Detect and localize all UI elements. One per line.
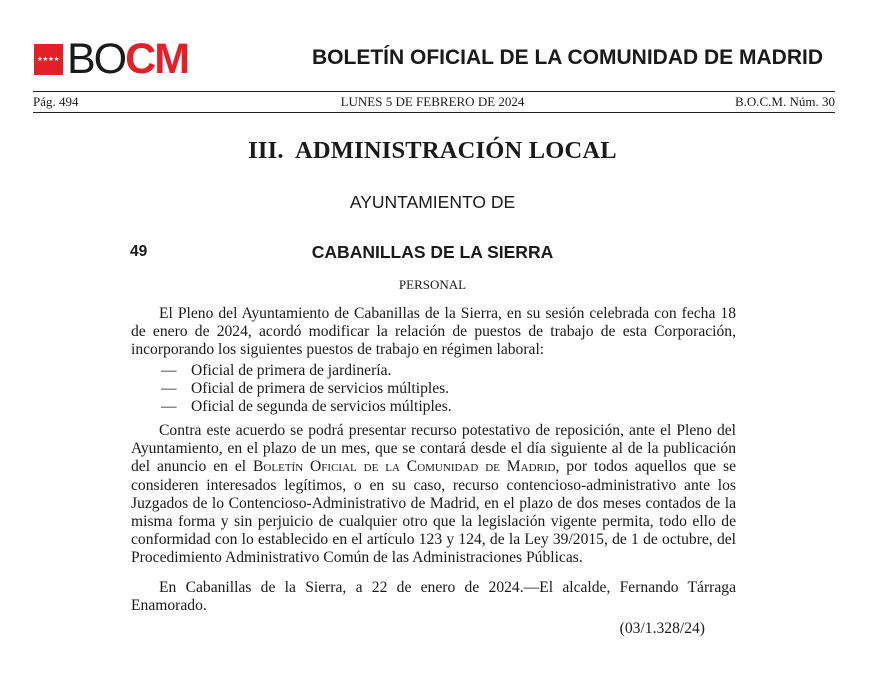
bocm-logo-emblem	[34, 44, 63, 75]
list-dash: —	[161, 380, 177, 398]
paragraph-text-end: , por todos aquellos que se consideren interesados legítimos, o en su caso, recurso contencioso-administrativo ante los Juzgados de lo Contencioso-Administrativo de Madrid, en el plazo de dos meses contados de la misma forma y sin perjuicio de cualquier otro que la legislación vigente permita, todo ello de conformidad con lo establecido en el artículo 123 y 124, de la Ley 39/2015, de 1 de octubre, del Procedimiento Administrativo Común de las Administraciones Públicas.	[131, 458, 736, 567]
header-rule-bottom	[33, 112, 835, 113]
logo-bo-text: BO	[67, 35, 126, 83]
publication-name-smallcaps: Boletín Oficial de la Comunidad de Madrid	[253, 458, 556, 476]
bocm-logo	[67, 35, 188, 83]
body-paragraph-1	[131, 305, 736, 360]
body-paragraph-2	[131, 422, 736, 568]
logo-cm-text: CM	[125, 35, 189, 83]
page-number: Pág. 494	[33, 94, 79, 109]
municipality-title: CABANILLAS DE LA SIERRA	[311, 242, 554, 262]
list-item	[161, 398, 452, 416]
publication-title: BOLETÍN OFICIAL DE LA COMUNIDAD DE MADRID	[312, 46, 823, 69]
reference-code: (03/1.328/24)	[619, 620, 705, 637]
paragraph-text	[131, 422, 736, 568]
list-item-text: Oficial de primera de jardinería.	[191, 362, 392, 379]
signature-text: En Cabanillas de la Sierra, a 22 de enero de 2024.—El alcalde, Fernando Tárraga Enamorado.	[131, 579, 736, 615]
list-item-text: Oficial de segunda de servicios múltiples.	[191, 398, 452, 416]
header-rule-top	[33, 91, 835, 92]
stars-icon: ★★★★	[37, 55, 60, 63]
list-item-text: Oficial de primera de servicios múltiples.	[191, 380, 450, 398]
issue-date: LUNES 5 DE FEBRERO DE 2024	[340, 94, 525, 109]
paragraph-text: El Pleno del Ayuntamiento de Cabanillas de la Sierra, en su sesión celebrada con fecha 18 de enero de 2024, acordó modificar la relación de puestos de trabajo de esta Corporación, incorporando los siguientes puestos de trabajo en régimen laboral:	[131, 305, 736, 359]
issue-number: B.O.C.M. Núm. 30	[734, 94, 835, 109]
subsection-title: PERSONAL	[398, 277, 467, 292]
list-item	[161, 380, 452, 398]
announcement-number: 49	[130, 243, 148, 260]
section-title: III. ADMINISTRACIÓN LOCAL	[248, 137, 617, 164]
list-dash: —	[161, 362, 177, 379]
list-dash: —	[161, 398, 177, 416]
list-item	[161, 362, 452, 380]
positions-list	[161, 362, 452, 417]
body-paragraph-3	[131, 579, 736, 615]
entity-prefix: AYUNTAMIENTO DE	[349, 192, 516, 212]
paragraph-text-start: Contra este acuerdo se podrá presentar recurso potestativo de reposición, ante el Pleno del Ayuntamiento, en el plazo de un mes, que se contará desde el día siguiente al de la publicación del anuncio en el	[131, 422, 736, 476]
